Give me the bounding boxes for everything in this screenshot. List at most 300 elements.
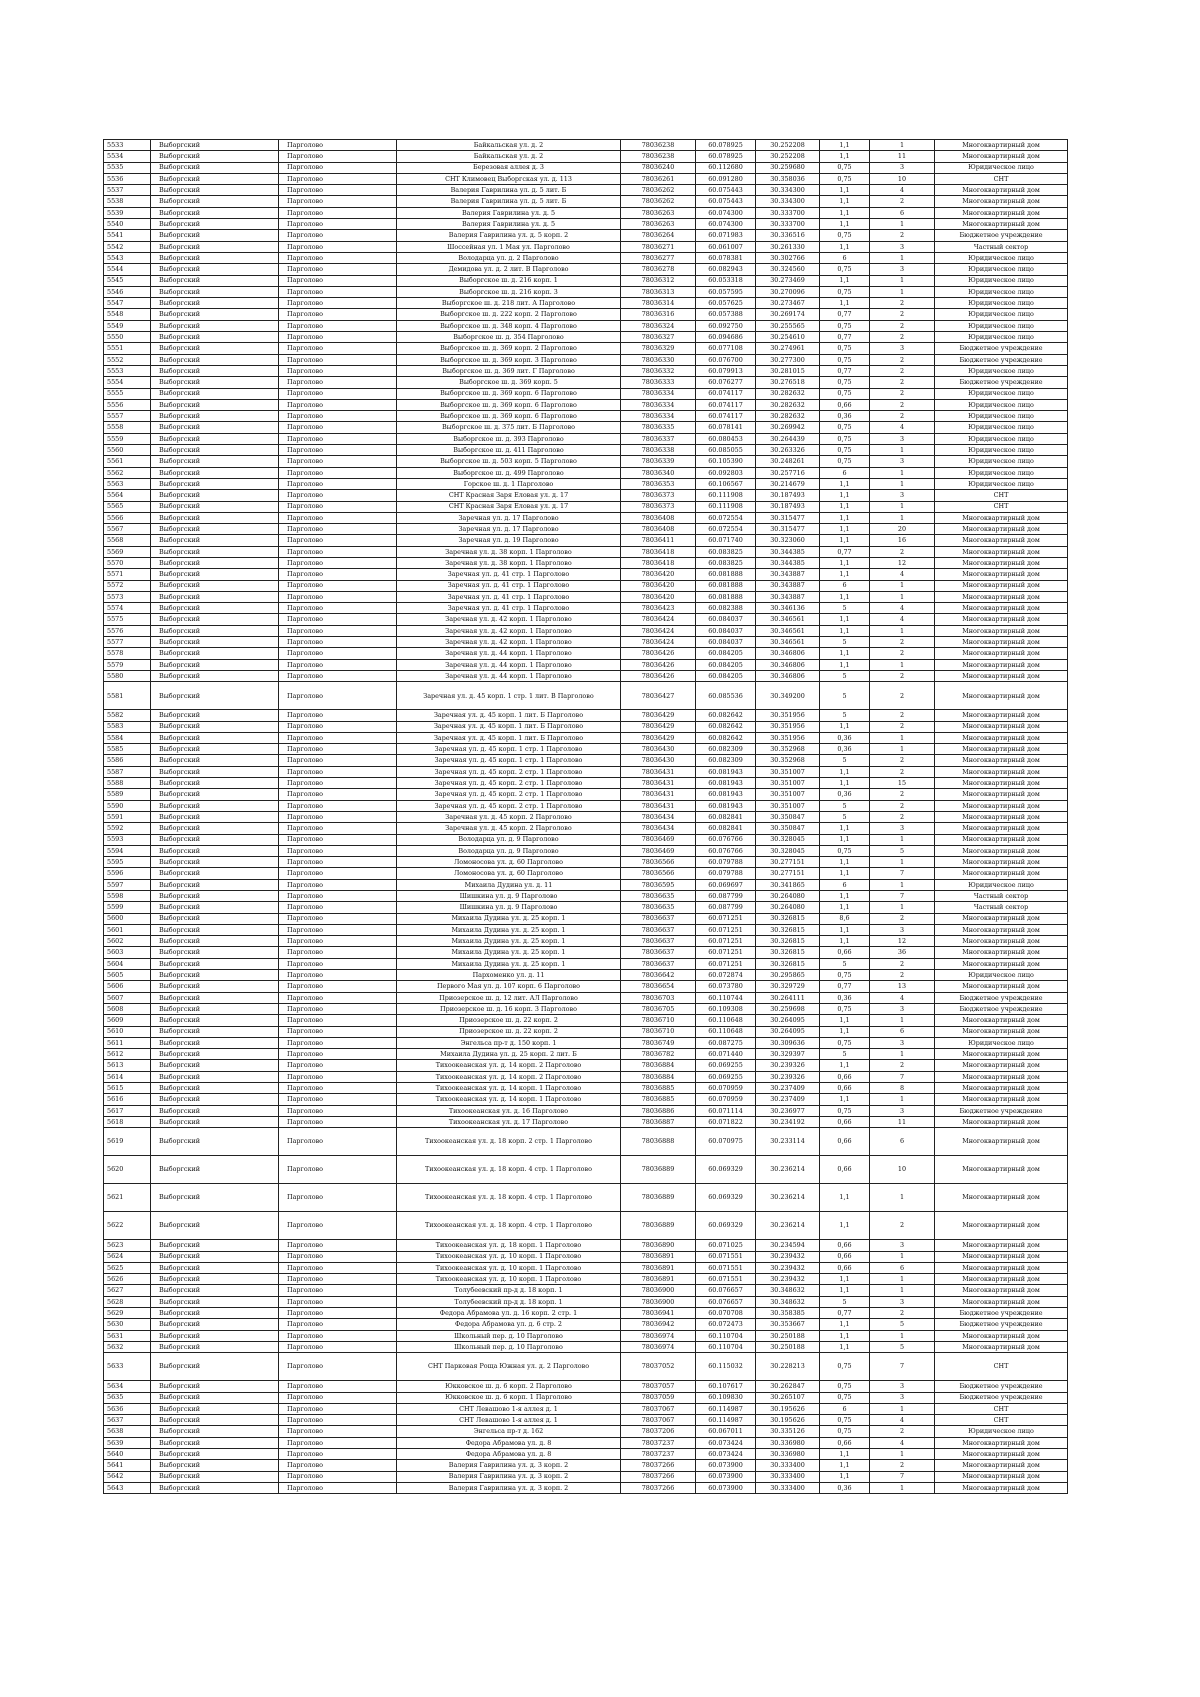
cell-latitude: 60.079788 [696, 857, 756, 868]
cell-settlement: Парголово [279, 811, 397, 822]
cell-row-number: 5629 [104, 1308, 151, 1319]
cell-latitude: 60.069697 [696, 879, 756, 890]
cell-code: 78037237 [621, 1437, 696, 1448]
cell-latitude: 60.094686 [696, 332, 756, 343]
cell-object-type: СНТ [935, 1415, 1068, 1426]
cell-district: Выборгский [151, 219, 279, 230]
cell-longitude: 30.328045 [756, 845, 820, 856]
cell-row-number: 5562 [104, 467, 151, 478]
cell-latitude: 60.074300 [696, 219, 756, 230]
cell-object-type: Юридическое лицо [935, 298, 1068, 309]
cell-object-type: Юридическое лицо [935, 388, 1068, 399]
cell-settlement: Парголово [279, 1353, 397, 1381]
cell-latitude: 60.074300 [696, 207, 756, 218]
cell-longitude: 30.346561 [756, 625, 820, 636]
cell-district: Выборгский [151, 1049, 279, 1060]
cell-address: СНТ Красная Заря Еловая ул. д. 17 [397, 490, 621, 501]
cell-settlement: Парголово [279, 478, 397, 489]
cell-settlement: Парголово [279, 1212, 397, 1240]
table-row [104, 162, 1068, 173]
cell-address: Валерия Гаврилина ул. д. 5 корп. 2 [397, 230, 621, 241]
cell-district: Выборгский [151, 1184, 279, 1212]
cell-latitude: 60.074117 [696, 388, 756, 399]
cell-code: 78036885 [621, 1094, 696, 1105]
cell-count: 5 [870, 1319, 935, 1330]
cell-address: Михаила Дудина ул. д. 25 корп. 1 [397, 936, 621, 947]
cell-count: 1 [870, 857, 935, 868]
cell-district: Выборгский [151, 1037, 279, 1048]
cell-object-type: Юридическое лицо [935, 365, 1068, 376]
cell-count: 2 [870, 789, 935, 800]
cell-settlement: Парголово [279, 992, 397, 1003]
table-row [104, 309, 1068, 320]
cell-row-number: 5574 [104, 603, 151, 614]
cell-settlement: Парголово [279, 1381, 397, 1392]
cell-longitude: 30.264439 [756, 433, 820, 444]
cell-object-type: Многоквартирный дом [935, 569, 1068, 580]
cell-row-number: 5608 [104, 1003, 151, 1014]
cell-settlement: Парголово [279, 196, 397, 207]
cell-latitude: 60.081888 [696, 569, 756, 580]
cell-address: Заречная ул. д. 19 Парголово [397, 535, 621, 546]
cell-latitude: 60.110704 [696, 1330, 756, 1341]
cell-row-number: 5625 [104, 1262, 151, 1273]
cell-object-type: Многоквартирный дом [935, 936, 1068, 947]
cell-row-number: 5613 [104, 1060, 151, 1071]
cell-count: 2 [870, 755, 935, 766]
table-row [104, 670, 1068, 681]
cell-row-number: 5567 [104, 524, 151, 535]
cell-settlement: Парголово [279, 445, 397, 456]
cell-count: 4 [870, 422, 935, 433]
cell-longitude: 30.353667 [756, 1319, 820, 1330]
cell-object-type: Многоквартирный дом [935, 1026, 1068, 1037]
cell-address: Первого Мая ул. д. 107 корп. 6 Парголово [397, 981, 621, 992]
cell-longitude: 30.333400 [756, 1482, 820, 1493]
cell-district: Выборгский [151, 924, 279, 935]
cell-district: Выборгский [151, 1319, 279, 1330]
cell-longitude: 30.261330 [756, 241, 820, 252]
cell-settlement: Парголово [279, 219, 397, 230]
cell-coefficient: 0,66 [820, 1437, 870, 1448]
cell-district: Выборгский [151, 478, 279, 489]
cell-row-number: 5594 [104, 845, 151, 856]
table-row [104, 275, 1068, 286]
cell-settlement: Парголово [279, 1448, 397, 1459]
cell-object-type: Многоквартирный дом [935, 1262, 1068, 1273]
cell-object-type: Многоквартирный дом [935, 1116, 1068, 1127]
cell-district: Выборгский [151, 1341, 279, 1352]
cell-latitude: 60.069255 [696, 1060, 756, 1071]
table-row [104, 659, 1068, 670]
table-row [104, 947, 1068, 958]
table-row [104, 1156, 1068, 1184]
cell-count: 5 [870, 845, 935, 856]
cell-code: 78036329 [621, 343, 696, 354]
cell-coefficient: 1,1 [820, 298, 870, 309]
table-row [104, 320, 1068, 331]
cell-object-type: Многоквартирный дом [935, 1471, 1068, 1482]
table-row [104, 1037, 1068, 1048]
cell-latitude: 60.079913 [696, 365, 756, 376]
table-row [104, 365, 1068, 376]
cell-longitude: 30.343887 [756, 569, 820, 580]
cell-object-type: Многоквартирный дом [935, 185, 1068, 196]
cell-row-number: 5547 [104, 298, 151, 309]
cell-address: Михаила Дудина ул. д. 11 [397, 879, 621, 890]
cell-district: Выборгский [151, 535, 279, 546]
table-row [104, 151, 1068, 162]
cell-latitude: 60.069329 [696, 1184, 756, 1212]
cell-district: Выборгский [151, 1274, 279, 1285]
cell-code: 78036884 [621, 1060, 696, 1071]
cell-longitude: 30.309636 [756, 1037, 820, 1048]
cell-count: 1 [870, 1184, 935, 1212]
cell-object-type: Многоквартирный дом [935, 1437, 1068, 1448]
cell-district: Выборгский [151, 947, 279, 958]
cell-coefficient: 1,1 [820, 1184, 870, 1212]
cell-settlement: Парголово [279, 490, 397, 501]
cell-address: Заречная ул. д. 41 стр. 1 Парголово [397, 591, 621, 602]
cell-code: 78036408 [621, 524, 696, 535]
cell-object-type: Многоквартирный дом [935, 834, 1068, 845]
cell-latitude: 60.082642 [696, 710, 756, 721]
cell-district: Выборгский [151, 286, 279, 297]
cell-coefficient: 1,1 [820, 924, 870, 935]
cell-longitude: 30.239432 [756, 1262, 820, 1273]
cell-code: 78036264 [621, 230, 696, 241]
cell-settlement: Парголово [279, 185, 397, 196]
cell-address: Федора Абрамова ул. д. 6 стр. 2 [397, 1319, 621, 1330]
cell-district: Выборгский [151, 1437, 279, 1448]
cell-code: 78036891 [621, 1262, 696, 1273]
cell-count: 1 [870, 140, 935, 151]
cell-count: 3 [870, 1392, 935, 1403]
table-row [104, 879, 1068, 890]
cell-latitude: 60.083825 [696, 546, 756, 557]
cell-latitude: 60.057625 [696, 298, 756, 309]
cell-count: 1 [870, 1482, 935, 1493]
cell-count: 2 [870, 309, 935, 320]
table-row [104, 1285, 1068, 1296]
cell-object-type: Юридическое лицо [935, 970, 1068, 981]
cell-row-number: 5617 [104, 1105, 151, 1116]
cell-address: Горское ш. д. 1 Парголово [397, 478, 621, 489]
cell-row-number: 5595 [104, 857, 151, 868]
cell-coefficient: 0,77 [820, 1308, 870, 1319]
cell-count: 2 [870, 1426, 935, 1437]
cell-code: 78037266 [621, 1460, 696, 1471]
cell-longitude: 30.233114 [756, 1128, 820, 1156]
table-row [104, 332, 1068, 343]
cell-count: 1 [870, 445, 935, 456]
cell-district: Выборгский [151, 591, 279, 602]
cell-address: Выборгское ш. д. 503 корп. 5 Парголово [397, 456, 621, 467]
cell-settlement: Парголово [279, 580, 397, 591]
cell-object-type: Многоквартирный дом [935, 1296, 1068, 1307]
cell-code: 78036426 [621, 670, 696, 681]
cell-count: 1 [870, 659, 935, 670]
cell-code: 78036335 [621, 422, 696, 433]
cell-code: 78036334 [621, 399, 696, 410]
cell-row-number: 5592 [104, 823, 151, 834]
cell-longitude: 30.259698 [756, 1003, 820, 1014]
cell-object-type: Юридическое лицо [935, 478, 1068, 489]
cell-settlement: Парголово [279, 834, 397, 845]
cell-district: Выборгский [151, 857, 279, 868]
cell-row-number: 5612 [104, 1049, 151, 1060]
cell-count: 36 [870, 947, 935, 958]
cell-coefficient: 5 [820, 800, 870, 811]
cell-settlement: Парголово [279, 1060, 397, 1071]
cell-latitude: 60.071251 [696, 936, 756, 947]
cell-address: Выборгское ш. д. 348 корп. 4 Парголово [397, 320, 621, 331]
cell-settlement: Парголово [279, 924, 397, 935]
cell-row-number: 5554 [104, 377, 151, 388]
cell-settlement: Парголово [279, 546, 397, 557]
cell-row-number: 5611 [104, 1037, 151, 1048]
cell-count: 1 [870, 902, 935, 913]
cell-row-number: 5533 [104, 140, 151, 151]
cell-address: СНТ Левашово 1-я аллея д. 1 [397, 1403, 621, 1414]
cell-code: 78036890 [621, 1240, 696, 1251]
cell-object-type: Юридическое лицо [935, 879, 1068, 890]
cell-address: Энгельса пр-т д. 150 корп. 1 [397, 1037, 621, 1048]
cell-count: 2 [870, 298, 935, 309]
cell-latitude: 60.069329 [696, 1212, 756, 1240]
cell-count: 2 [870, 230, 935, 241]
cell-code: 78036340 [621, 467, 696, 478]
cell-row-number: 5615 [104, 1083, 151, 1094]
cell-code: 78036942 [621, 1319, 696, 1330]
cell-row-number: 5542 [104, 241, 151, 252]
table-row [104, 354, 1068, 365]
cell-row-number: 5619 [104, 1128, 151, 1156]
cell-settlement: Парголово [279, 778, 397, 789]
cell-settlement: Парголово [279, 591, 397, 602]
cell-coefficient: 1,1 [820, 614, 870, 625]
cell-object-type: Многоквартирный дом [935, 591, 1068, 602]
cell-coefficient: 1,1 [820, 241, 870, 252]
cell-code: 78036710 [621, 1015, 696, 1026]
cell-longitude: 30.236214 [756, 1156, 820, 1184]
cell-settlement: Парголово [279, 823, 397, 834]
cell-count: 20 [870, 524, 935, 535]
table-row [104, 377, 1068, 388]
cell-longitude: 30.358385 [756, 1308, 820, 1319]
cell-latitude: 60.109830 [696, 1392, 756, 1403]
cell-district: Выборгский [151, 1482, 279, 1493]
cell-longitude: 30.195626 [756, 1415, 820, 1426]
table-row [104, 173, 1068, 184]
table-row [104, 603, 1068, 614]
cell-coefficient: 0,75 [820, 354, 870, 365]
cell-settlement: Парголово [279, 766, 397, 777]
cell-longitude: 30.265107 [756, 1392, 820, 1403]
cell-row-number: 5643 [104, 1482, 151, 1493]
cell-count: 2 [870, 970, 935, 981]
cell-latitude: 60.080453 [696, 433, 756, 444]
cell-object-type: Многоквартирный дом [935, 845, 1068, 856]
cell-longitude: 30.328045 [756, 834, 820, 845]
table-row [104, 868, 1068, 879]
cell-row-number: 5622 [104, 1212, 151, 1240]
cell-coefficient: 0,75 [820, 1415, 870, 1426]
table-body [104, 140, 1068, 1494]
cell-code: 78036891 [621, 1274, 696, 1285]
cell-code: 78036642 [621, 970, 696, 981]
cell-latitude: 60.110704 [696, 1341, 756, 1352]
cell-code: 78036424 [621, 614, 696, 625]
cell-count: 11 [870, 151, 935, 162]
table-row [104, 1060, 1068, 1071]
cell-longitude: 30.341865 [756, 879, 820, 890]
cell-settlement: Парголово [279, 625, 397, 636]
cell-settlement: Парголово [279, 1116, 397, 1127]
table-row [104, 1460, 1068, 1471]
cell-settlement: Парголово [279, 682, 397, 710]
cell-code: 78036277 [621, 252, 696, 263]
cell-code: 78036420 [621, 569, 696, 580]
cell-longitude: 30.254610 [756, 332, 820, 343]
cell-count: 1 [870, 1274, 935, 1285]
cell-longitude: 30.348632 [756, 1285, 820, 1296]
cell-row-number: 5616 [104, 1094, 151, 1105]
cell-longitude: 30.269942 [756, 422, 820, 433]
cell-count: 2 [870, 377, 935, 388]
cell-count: 2 [870, 958, 935, 969]
cell-coefficient: 1,1 [820, 151, 870, 162]
cell-settlement: Парголово [279, 1049, 397, 1060]
cell-row-number: 5579 [104, 659, 151, 670]
cell-object-type: Бюджетное учреждение [935, 1381, 1068, 1392]
cell-row-number: 5578 [104, 648, 151, 659]
cell-count: 7 [870, 891, 935, 902]
cell-count: 1 [870, 834, 935, 845]
cell-settlement: Парголово [279, 467, 397, 478]
cell-district: Выборгский [151, 1353, 279, 1381]
table-row [104, 1482, 1068, 1493]
cell-row-number: 5564 [104, 490, 151, 501]
cell-address: Тихоокеанская ул. д. 18 корп. 4 стр. 1 Парголово [397, 1156, 621, 1184]
cell-row-number: 5565 [104, 501, 151, 512]
cell-count: 3 [870, 924, 935, 935]
cell-code: 78036637 [621, 947, 696, 958]
cell-row-number: 5536 [104, 173, 151, 184]
cell-longitude: 30.295865 [756, 970, 820, 981]
cell-latitude: 60.081943 [696, 778, 756, 789]
cell-district: Выборгский [151, 1026, 279, 1037]
cell-district: Выборгский [151, 365, 279, 376]
cell-longitude: 30.264095 [756, 1015, 820, 1026]
cell-count: 8 [870, 1083, 935, 1094]
cell-settlement: Парголово [279, 981, 397, 992]
cell-longitude: 30.335126 [756, 1426, 820, 1437]
cell-longitude: 30.252208 [756, 151, 820, 162]
cell-coefficient: 0,77 [820, 981, 870, 992]
cell-address: Михаила Дудина ул. д. 25 корп. 1 [397, 947, 621, 958]
cell-address: Федора Абрамова ул. д. 8 [397, 1448, 621, 1459]
cell-settlement: Парголово [279, 1330, 397, 1341]
cell-row-number: 5598 [104, 891, 151, 902]
cell-district: Выборгский [151, 445, 279, 456]
cell-row-number: 5544 [104, 264, 151, 275]
cell-district: Выборгский [151, 207, 279, 218]
cell-latitude: 60.076277 [696, 377, 756, 388]
table-row [104, 936, 1068, 947]
table-row [104, 1212, 1068, 1240]
table-row [104, 744, 1068, 755]
cell-object-type: Многоквартирный дом [935, 958, 1068, 969]
cell-settlement: Парголово [279, 1240, 397, 1251]
table-row [104, 1448, 1068, 1459]
cell-object-type: Многоквартирный дом [935, 546, 1068, 557]
cell-district: Выборгский [151, 343, 279, 354]
cell-longitude: 30.334300 [756, 185, 820, 196]
cell-latitude: 60.061007 [696, 241, 756, 252]
cell-longitude: 30.187493 [756, 501, 820, 512]
table-row [104, 1319, 1068, 1330]
cell-row-number: 5560 [104, 445, 151, 456]
cell-coefficient: 0,75 [820, 445, 870, 456]
cell-coefficient: 5 [820, 811, 870, 822]
cell-latitude: 60.053318 [696, 275, 756, 286]
cell-longitude: 30.257716 [756, 467, 820, 478]
cell-code: 78037067 [621, 1403, 696, 1414]
cell-count: 2 [870, 399, 935, 410]
cell-district: Выборгский [151, 467, 279, 478]
cell-latitude: 60.073424 [696, 1437, 756, 1448]
cell-district: Выборгский [151, 1426, 279, 1437]
cell-code: 78036900 [621, 1296, 696, 1307]
cell-settlement: Парголово [279, 1392, 397, 1403]
cell-coefficient: 0,75 [820, 1353, 870, 1381]
cell-district: Выборгский [151, 868, 279, 879]
cell-coefficient: 6 [820, 467, 870, 478]
cell-count: 3 [870, 433, 935, 444]
cell-settlement: Парголово [279, 151, 397, 162]
cell-district: Выборгский [151, 524, 279, 535]
cell-longitude: 30.326815 [756, 947, 820, 958]
cell-coefficient: 1,1 [820, 524, 870, 535]
cell-address: Заречная ул. д. 44 корп. 1 Парголово [397, 659, 621, 670]
cell-latitude: 60.081943 [696, 789, 756, 800]
cell-count: 1 [870, 580, 935, 591]
cell-longitude: 30.234192 [756, 1116, 820, 1127]
cell-row-number: 5563 [104, 478, 151, 489]
cell-row-number: 5580 [104, 670, 151, 681]
cell-count: 10 [870, 1156, 935, 1184]
cell-object-type: Многоквартирный дом [935, 670, 1068, 681]
cell-latitude: 60.110744 [696, 992, 756, 1003]
cell-district: Выборгский [151, 755, 279, 766]
cell-count: 3 [870, 343, 935, 354]
cell-district: Выборгский [151, 1128, 279, 1156]
cell-count: 1 [870, 732, 935, 743]
table-row [104, 1341, 1068, 1352]
cell-row-number: 5535 [104, 162, 151, 173]
cell-settlement: Парголово [279, 399, 397, 410]
cell-address: Заречная ул. д. 17 Парголово [397, 512, 621, 523]
cell-coefficient: 0,75 [820, 1105, 870, 1116]
cell-longitude: 30.236977 [756, 1105, 820, 1116]
cell-settlement: Парголово [279, 1026, 397, 1037]
cell-district: Выборгский [151, 512, 279, 523]
cell-row-number: 5610 [104, 1026, 151, 1037]
cell-coefficient: 0,75 [820, 1426, 870, 1437]
cell-longitude: 30.352968 [756, 755, 820, 766]
table-row [104, 1184, 1068, 1212]
